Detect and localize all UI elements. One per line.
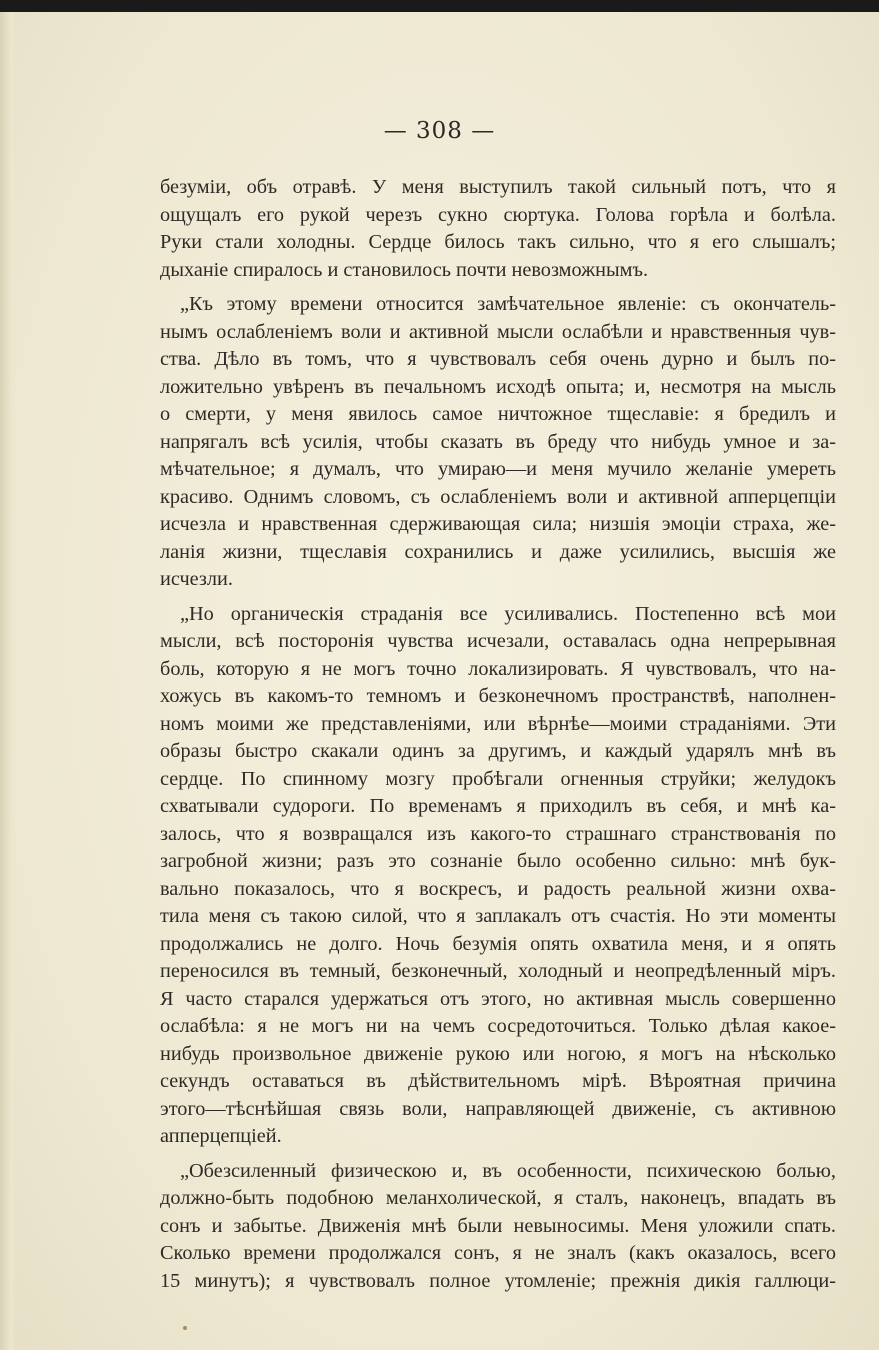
text-line: мѣчательное; я думалъ, что умираю—и меня мучило желаніе умереть: [160, 458, 836, 480]
text-line: исчезла и нравственная сдерживающая сила; низшія эмоціи страха, же-: [160, 513, 836, 535]
text-line: мысли, всѣ посторонія чувства исчезали, оставалась одна непрерывная: [160, 630, 836, 652]
text-line: образы быстро скакали одинъ за другимъ, и каждый ударялъ мнѣ въ: [160, 740, 836, 762]
text-line: продолжались не долго. Ночь безумія опять охватила меня, и я опять: [160, 932, 836, 955]
text-line: безуміи, объ отравѣ. У меня выступилъ такой сильный потъ, что я: [160, 176, 836, 198]
text-line: ощущалъ его рукой черезъ сукно сюртука. Голова горѣла и болѣла.: [160, 203, 836, 226]
text-line: „Обезсиленный физическою и, въ особенности, психическою болью,: [180, 1159, 836, 1182]
text-line: залось, что я возвращался изъ какого-то страшнаго странствованія по: [160, 822, 836, 845]
paragraph: [160, 174, 836, 284]
text-line: тила меня съ такою силой, что я заплакалъ отъ счастія. Но эти моменты: [160, 905, 836, 927]
text-line: ланія жизни, тщеславія сохранились и даже усилились, высшія же: [160, 540, 836, 563]
text-line: номъ моими же представленіями, или вѣрнѣе—моими страданіями. Эти: [160, 712, 836, 735]
book-page: [0, 12, 879, 1350]
text-line: переносился въ темный, безконечный, холодный и неопредѣленный міръ.: [160, 960, 836, 982]
text-line: исчезли.: [160, 568, 233, 590]
text-line: схватывали судороги. По временамъ я приходилъ въ себя, и мнѣ ка-: [160, 795, 836, 817]
text-line: нымъ ослабленіемъ воли и активной мысли ослабѣли и нравственныя чув-: [160, 320, 836, 343]
text-line: „Но органическія страданія все усиливались. Постепенно всѣ мои: [180, 602, 836, 625]
text-line: вально показалось, что я воскресъ, и радость реальной жизни охва-: [160, 877, 836, 900]
text-line: хожусь въ какомъ-то темномъ и безконечномъ пространствѣ, наполнен-: [160, 685, 836, 707]
text-line: сонъ и забытье. Движенія мнѣ были невыносимы. Меня уложили спать.: [160, 1214, 836, 1237]
paper-speck: [183, 1326, 187, 1330]
page-number: — 308 —: [383, 118, 496, 144]
text-line: загробной жизни; разъ это сознаніе было особенно сильно: мнѣ бук-: [160, 850, 836, 872]
text-line: ослабѣла: я не могъ ни на чемъ сосредоточиться. Только дѣлая какое-: [160, 1015, 836, 1037]
text-line: дыханіе спиралось и становилось почти невозможнымъ.: [160, 258, 649, 281]
paragraph: [160, 291, 836, 594]
paragraph: [160, 601, 836, 1151]
text-line: ства. Дѣло въ томъ, что я чувствовалъ себя очень дурно и былъ по-: [160, 348, 836, 370]
text-line: 15 минутъ); я чувствовалъ полное утомленіе; прежнія дикія галлюци-: [160, 1269, 836, 1292]
text-line: о смерти, у меня явилось самое ничтожное тщеславіе: я бредилъ и: [160, 403, 836, 425]
text-line: Я часто старался удержаться отъ этого, но активная мысль совершенно: [160, 987, 836, 1010]
text-line: сердце. По спинному мозгу пробѣгали огненныя струйки; желудокъ: [160, 767, 836, 790]
text-line: должно-быть подобною меланхолической, я сталъ, наконецъ, впадать въ: [160, 1187, 836, 1209]
text-line: боль, которую я не могъ точно локализировать. Я чувствовалъ, что на-: [160, 657, 836, 680]
text-line: Руки стали холодны. Сердце билось такъ сильно, что я его слышалъ;: [160, 231, 836, 253]
text-line: секундъ оставаться въ дѣйствительномъ мірѣ. Вѣроятная причина: [160, 1070, 836, 1092]
text-line: ложительно увѣренъ въ печальномъ исходѣ опыта; и, несмотря на мысль: [160, 375, 836, 398]
page-spine-shadow: [0, 12, 16, 1350]
text-line: этого—тѣснѣйшая связь воли, направляющей движеніе, съ активною: [160, 1097, 836, 1120]
text-line: нибудь произвольное движеніе рукою или ногою, я могъ на нѣсколько: [160, 1042, 836, 1065]
text-line: апперцепціей.: [160, 1125, 282, 1147]
body-text: [160, 174, 836, 1295]
text-line: красиво. Однимъ словомъ, съ ослабленіемъ воли и активной апперцепціи: [160, 485, 836, 508]
text-line: Сколько времени продолжался сонъ, я не зналъ (какъ оказалось, всего: [160, 1242, 836, 1264]
text-line: напрягалъ всѣ усилія, чтобы сказать въ бреду что нибудь умное и за-: [160, 430, 836, 453]
text-line: „Къ этому времени относится замѣчательное явленіе: съ окончатель-: [180, 293, 836, 315]
paragraph: [160, 1158, 836, 1296]
